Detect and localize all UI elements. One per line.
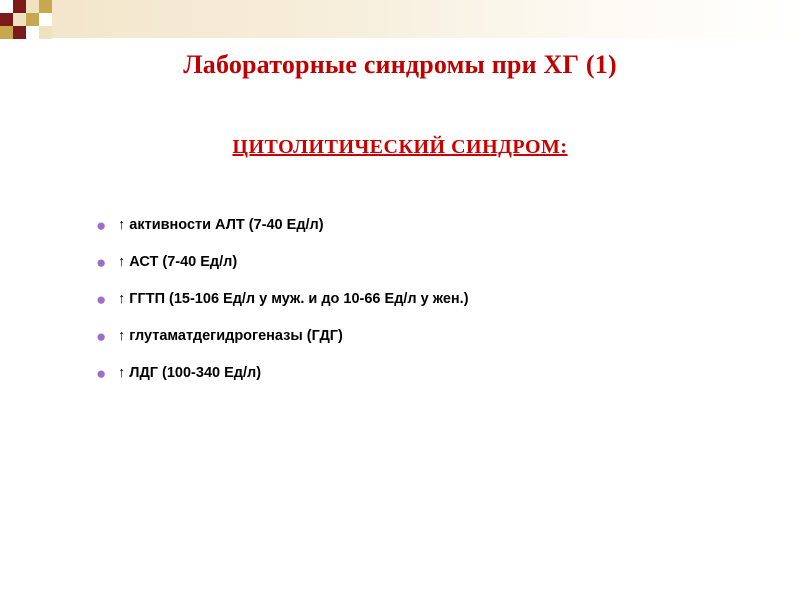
bullet-dot-icon: ● — [96, 216, 107, 235]
list-item — [96, 253, 756, 273]
bullet-dot-icon: ● — [96, 290, 107, 309]
list-item — [96, 290, 756, 310]
list-item — [96, 216, 756, 236]
section-subtitle: ЦИТОЛИТИЧЕСКИЙ СИНДРОМ: — [232, 136, 568, 158]
list-item-label: ↑ активности АЛТ (7-40 Ед/л) — [118, 217, 324, 233]
list-item-label: ↑ ЛДГ (100-340 Ед/л) — [118, 365, 262, 381]
bullet-dot-icon: ● — [96, 327, 107, 346]
list-item — [96, 364, 756, 384]
bullet-dot-icon: ● — [96, 253, 107, 272]
list-item-label: ↑ глутаматдегидрогеназы (ГДГ) — [118, 328, 343, 344]
bullet-dot-icon: ● — [96, 364, 107, 383]
page-title: Лабораторные синдромы при ХГ (1) — [183, 50, 617, 79]
list-item — [96, 327, 756, 347]
bullet-list — [96, 216, 756, 401]
list-item-label: ↑ ГГТП (15-106 Ед/л у муж. и до 10-66 Ед/л у жен.) — [118, 291, 469, 307]
list-item-label: ↑ АСТ (7-40 Ед/л) — [118, 254, 238, 270]
